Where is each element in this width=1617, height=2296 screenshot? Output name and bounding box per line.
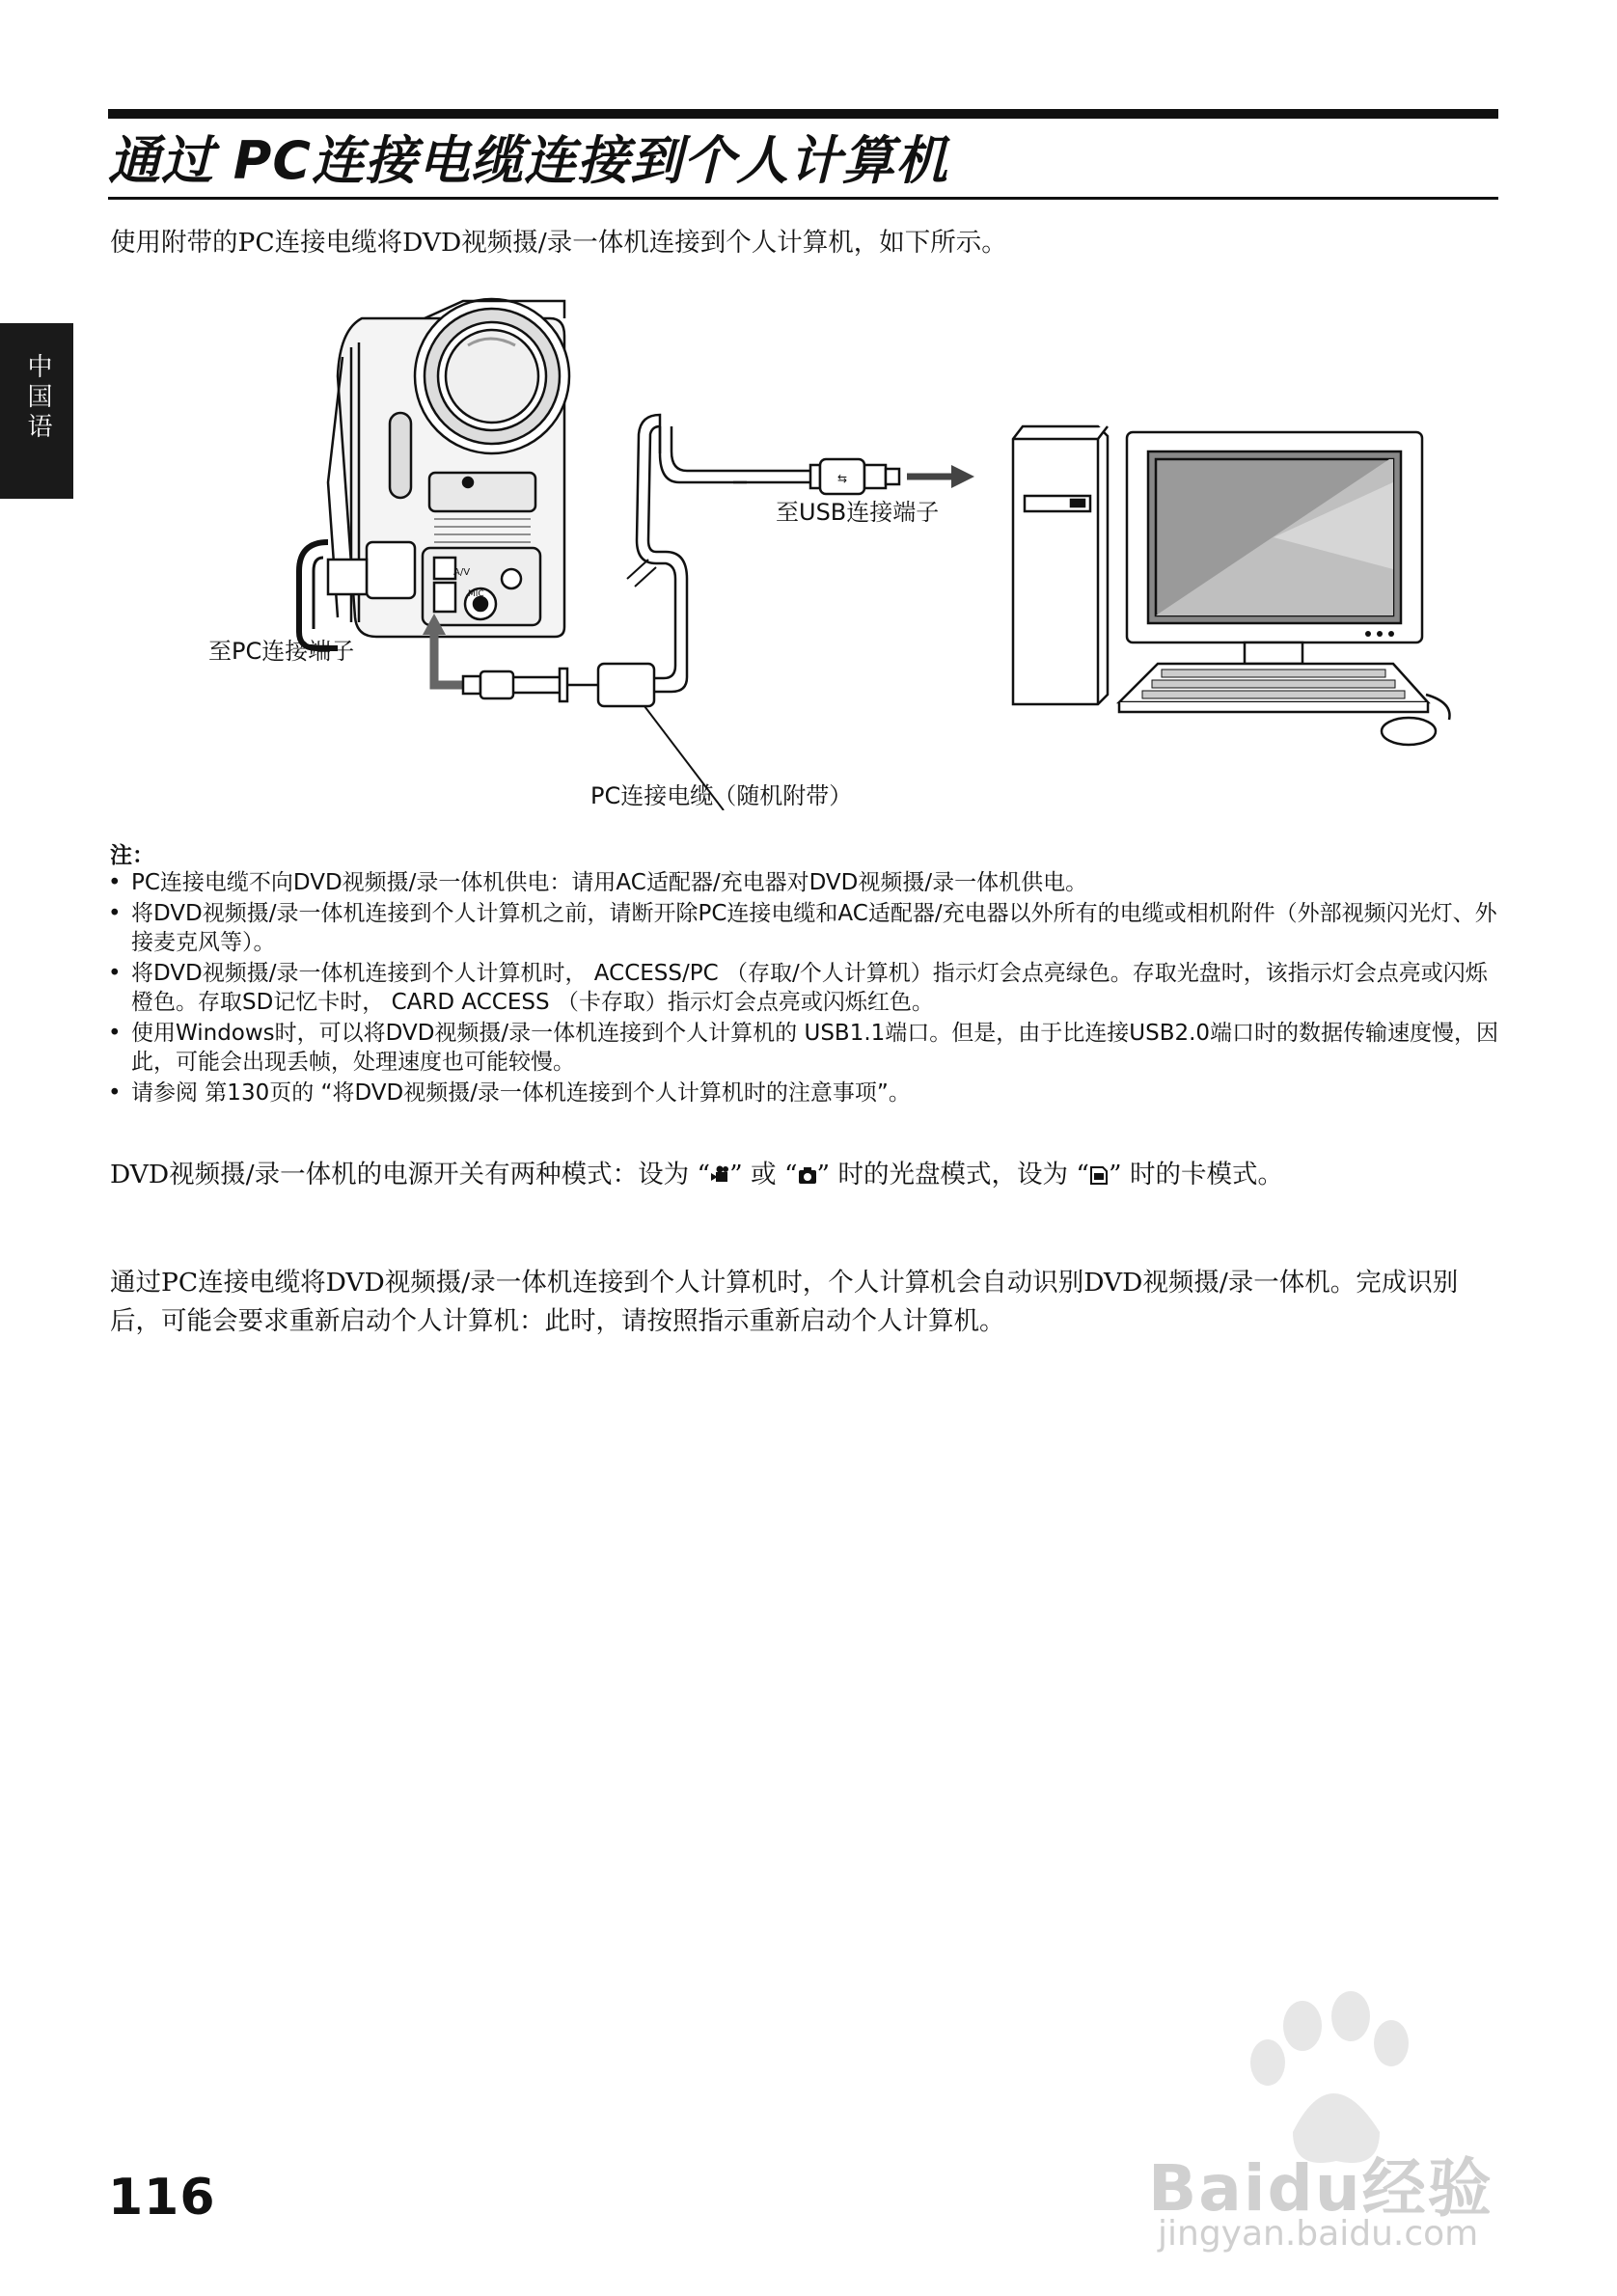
note-item: • PC连接电缆不向DVD视频摄/录一体机供电：请用AC适配器/充电器对DVD视频摄/录一体机供电。 bbox=[108, 870, 1088, 895]
label-pc-cable: PC连接电缆（随机附带） bbox=[590, 782, 853, 809]
note-item: • 将DVD视频摄/录一体机连接到个人计算机之前，请断开除PC连接电缆和AC适配器/充电器以外所有的电缆或相机附件（外部视频闪光灯、外接麦克风等）。 bbox=[108, 901, 1497, 955]
av-mark: A/V bbox=[453, 567, 471, 578]
photo-mode-icon bbox=[798, 1164, 817, 1186]
card-mode-icon bbox=[1089, 1164, 1109, 1186]
mic-mark: MIC bbox=[468, 589, 484, 599]
top-rule bbox=[108, 109, 1498, 119]
pc-tower-illustration bbox=[1013, 426, 1108, 704]
note-item: • 请参阅 第130页的 “将DVD视频摄/录一体机连接到个人计算机时的注意事项”。 bbox=[108, 1080, 911, 1106]
notes-heading: 注： bbox=[110, 843, 154, 868]
monitor-illustration bbox=[1127, 432, 1422, 664]
language-tab-label: 中国语 bbox=[23, 353, 52, 443]
camcorder-illustration bbox=[299, 299, 569, 648]
title-underline bbox=[108, 197, 1498, 200]
note-item: • 将DVD视频摄/录一体机连接到个人计算机时， ACCESS/PC （存取/个人计算机）指示灯会点亮绿色。存取光盘时，该指示灯会点亮或闪烁橙色。存取SD记忆卡时， CARD ACCESS （卡存取）指示灯会点亮或闪烁红色。 bbox=[108, 961, 1488, 1015]
connection-diagram bbox=[208, 289, 1466, 810]
auto-recognition-paragraph: 通过PC连接电缆将DVD视频摄/录一体机连接到个人计算机时，个人计算机会自动识别DVD视频摄/录一体机。完成识别后，可能会要求重新启动个人计算机：此时，请按照指示重新启动个人计算机。 bbox=[110, 1268, 1459, 1336]
watermark-url: jingyan.baidu.com bbox=[1158, 2214, 1479, 2254]
label-usb-port: 至USB连接端子 bbox=[776, 499, 940, 526]
page-number: 116 bbox=[108, 2169, 216, 2227]
note-item: • 使用Windows时，可以将DVD视频摄/录一体机连接到个人计算机的 USB1.1端口。但是，由于比连接USB2.0端口时的数据传输速度慢，因此，可能会出现丢帧，处理速度也可能较慢。 bbox=[108, 1021, 1499, 1075]
notes-list bbox=[108, 868, 1507, 1109]
power-mode-paragraph: DVD视频摄/录一体机的电源开关有两种模式：设为 “ ” 或 “ ” 时的光盘模式，设为 “ ” 时的卡模式。 bbox=[110, 1160, 1283, 1189]
page-title: 通过 PC连接电缆连接到个人计算机 bbox=[108, 130, 949, 191]
label-pc-port: 至PC连接端子 bbox=[208, 638, 355, 665]
video-mode-icon bbox=[710, 1164, 729, 1186]
watermark-brand: Baidu经验 bbox=[1148, 2151, 1494, 2226]
intro-text: 使用附带的PC连接电缆将DVD视频摄/录一体机连接到个人计算机，如下所示。 bbox=[110, 228, 1007, 258]
keyboard-illustration bbox=[1119, 664, 1428, 712]
usb-icon: ⇆ bbox=[837, 472, 848, 485]
